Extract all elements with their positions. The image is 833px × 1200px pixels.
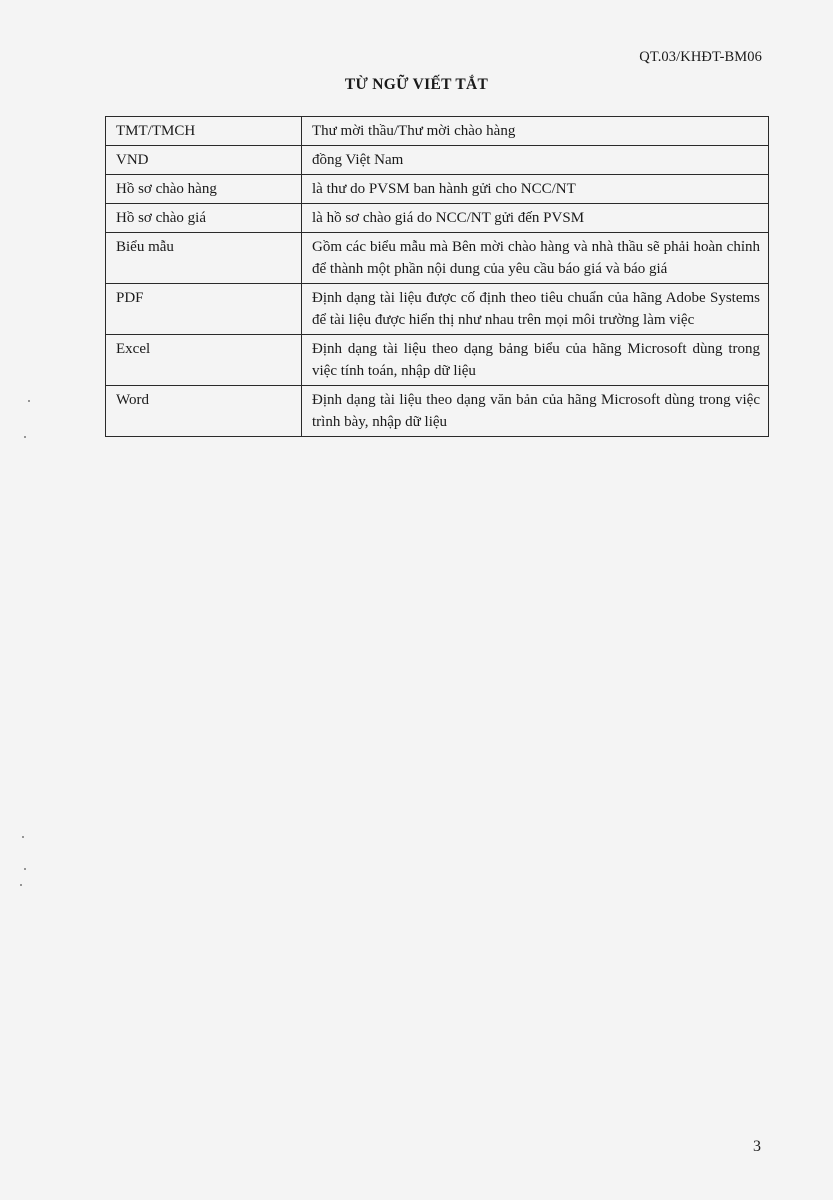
- abbreviation-definition: đồng Việt Nam: [302, 146, 769, 175]
- page-title: TỪ NGỮ VIẾT TẮT: [344, 76, 489, 93]
- scan-speck: [22, 836, 24, 838]
- abbreviation-definition: là thư do PVSM ban hành gửi cho NCC/NT: [302, 175, 769, 204]
- table-row: [106, 146, 769, 175]
- abbreviation-definition: Định dạng tài liệu được cố định theo tiêu chuẩn của hãng Adobe Systems để tài liệu được hiển thị như nhau trên mọi môi trường làm việc: [302, 284, 769, 335]
- table-row: [106, 386, 769, 437]
- abbreviation-term: Excel: [106, 335, 302, 386]
- table-row: [106, 284, 769, 335]
- table-row: [106, 335, 769, 386]
- abbreviation-definition: là hồ sơ chào giá do NCC/NT gửi đến PVSM: [302, 204, 769, 233]
- abbreviation-definition: Gồm các biểu mẫu mà Bên mời chào hàng và nhà thầu sẽ phải hoàn chỉnh để thành một phần nội dung của yêu cầu báo giá và báo giá: [302, 233, 769, 284]
- abbreviation-term: TMT/TMCH: [106, 117, 302, 146]
- abbreviation-term: Biểu mẫu: [106, 233, 302, 284]
- table-row: [106, 233, 769, 284]
- abbreviation-definition: Định dạng tài liệu theo dạng bảng biểu của hãng Microsoft dùng trong việc tính toán, nhập dữ liệu: [302, 335, 769, 386]
- abbreviation-term: Hồ sơ chào giá: [106, 204, 302, 233]
- abbreviation-definition: Định dạng tài liệu theo dạng văn bản của hãng Microsoft dùng trong việc trình bày, nhập dữ liệu: [302, 386, 769, 437]
- scan-speck: [20, 884, 22, 886]
- document-code: QT.03/KHĐT-BM06: [639, 49, 762, 65]
- table-row: [106, 175, 769, 204]
- abbreviation-term: Word: [106, 386, 302, 437]
- abbreviation-definition: Thư mời thầu/Thư mời chào hàng: [302, 117, 769, 146]
- table-row: [106, 117, 769, 146]
- scan-speck: [24, 868, 26, 870]
- scan-speck: [24, 436, 26, 438]
- table-row: [106, 204, 769, 233]
- abbreviation-term: PDF: [106, 284, 302, 335]
- abbreviation-term: VND: [106, 146, 302, 175]
- abbreviations-table: [105, 116, 769, 437]
- abbreviation-term: Hồ sơ chào hàng: [106, 175, 302, 204]
- page-number: 3: [753, 1138, 761, 1155]
- scan-speck: [28, 400, 30, 402]
